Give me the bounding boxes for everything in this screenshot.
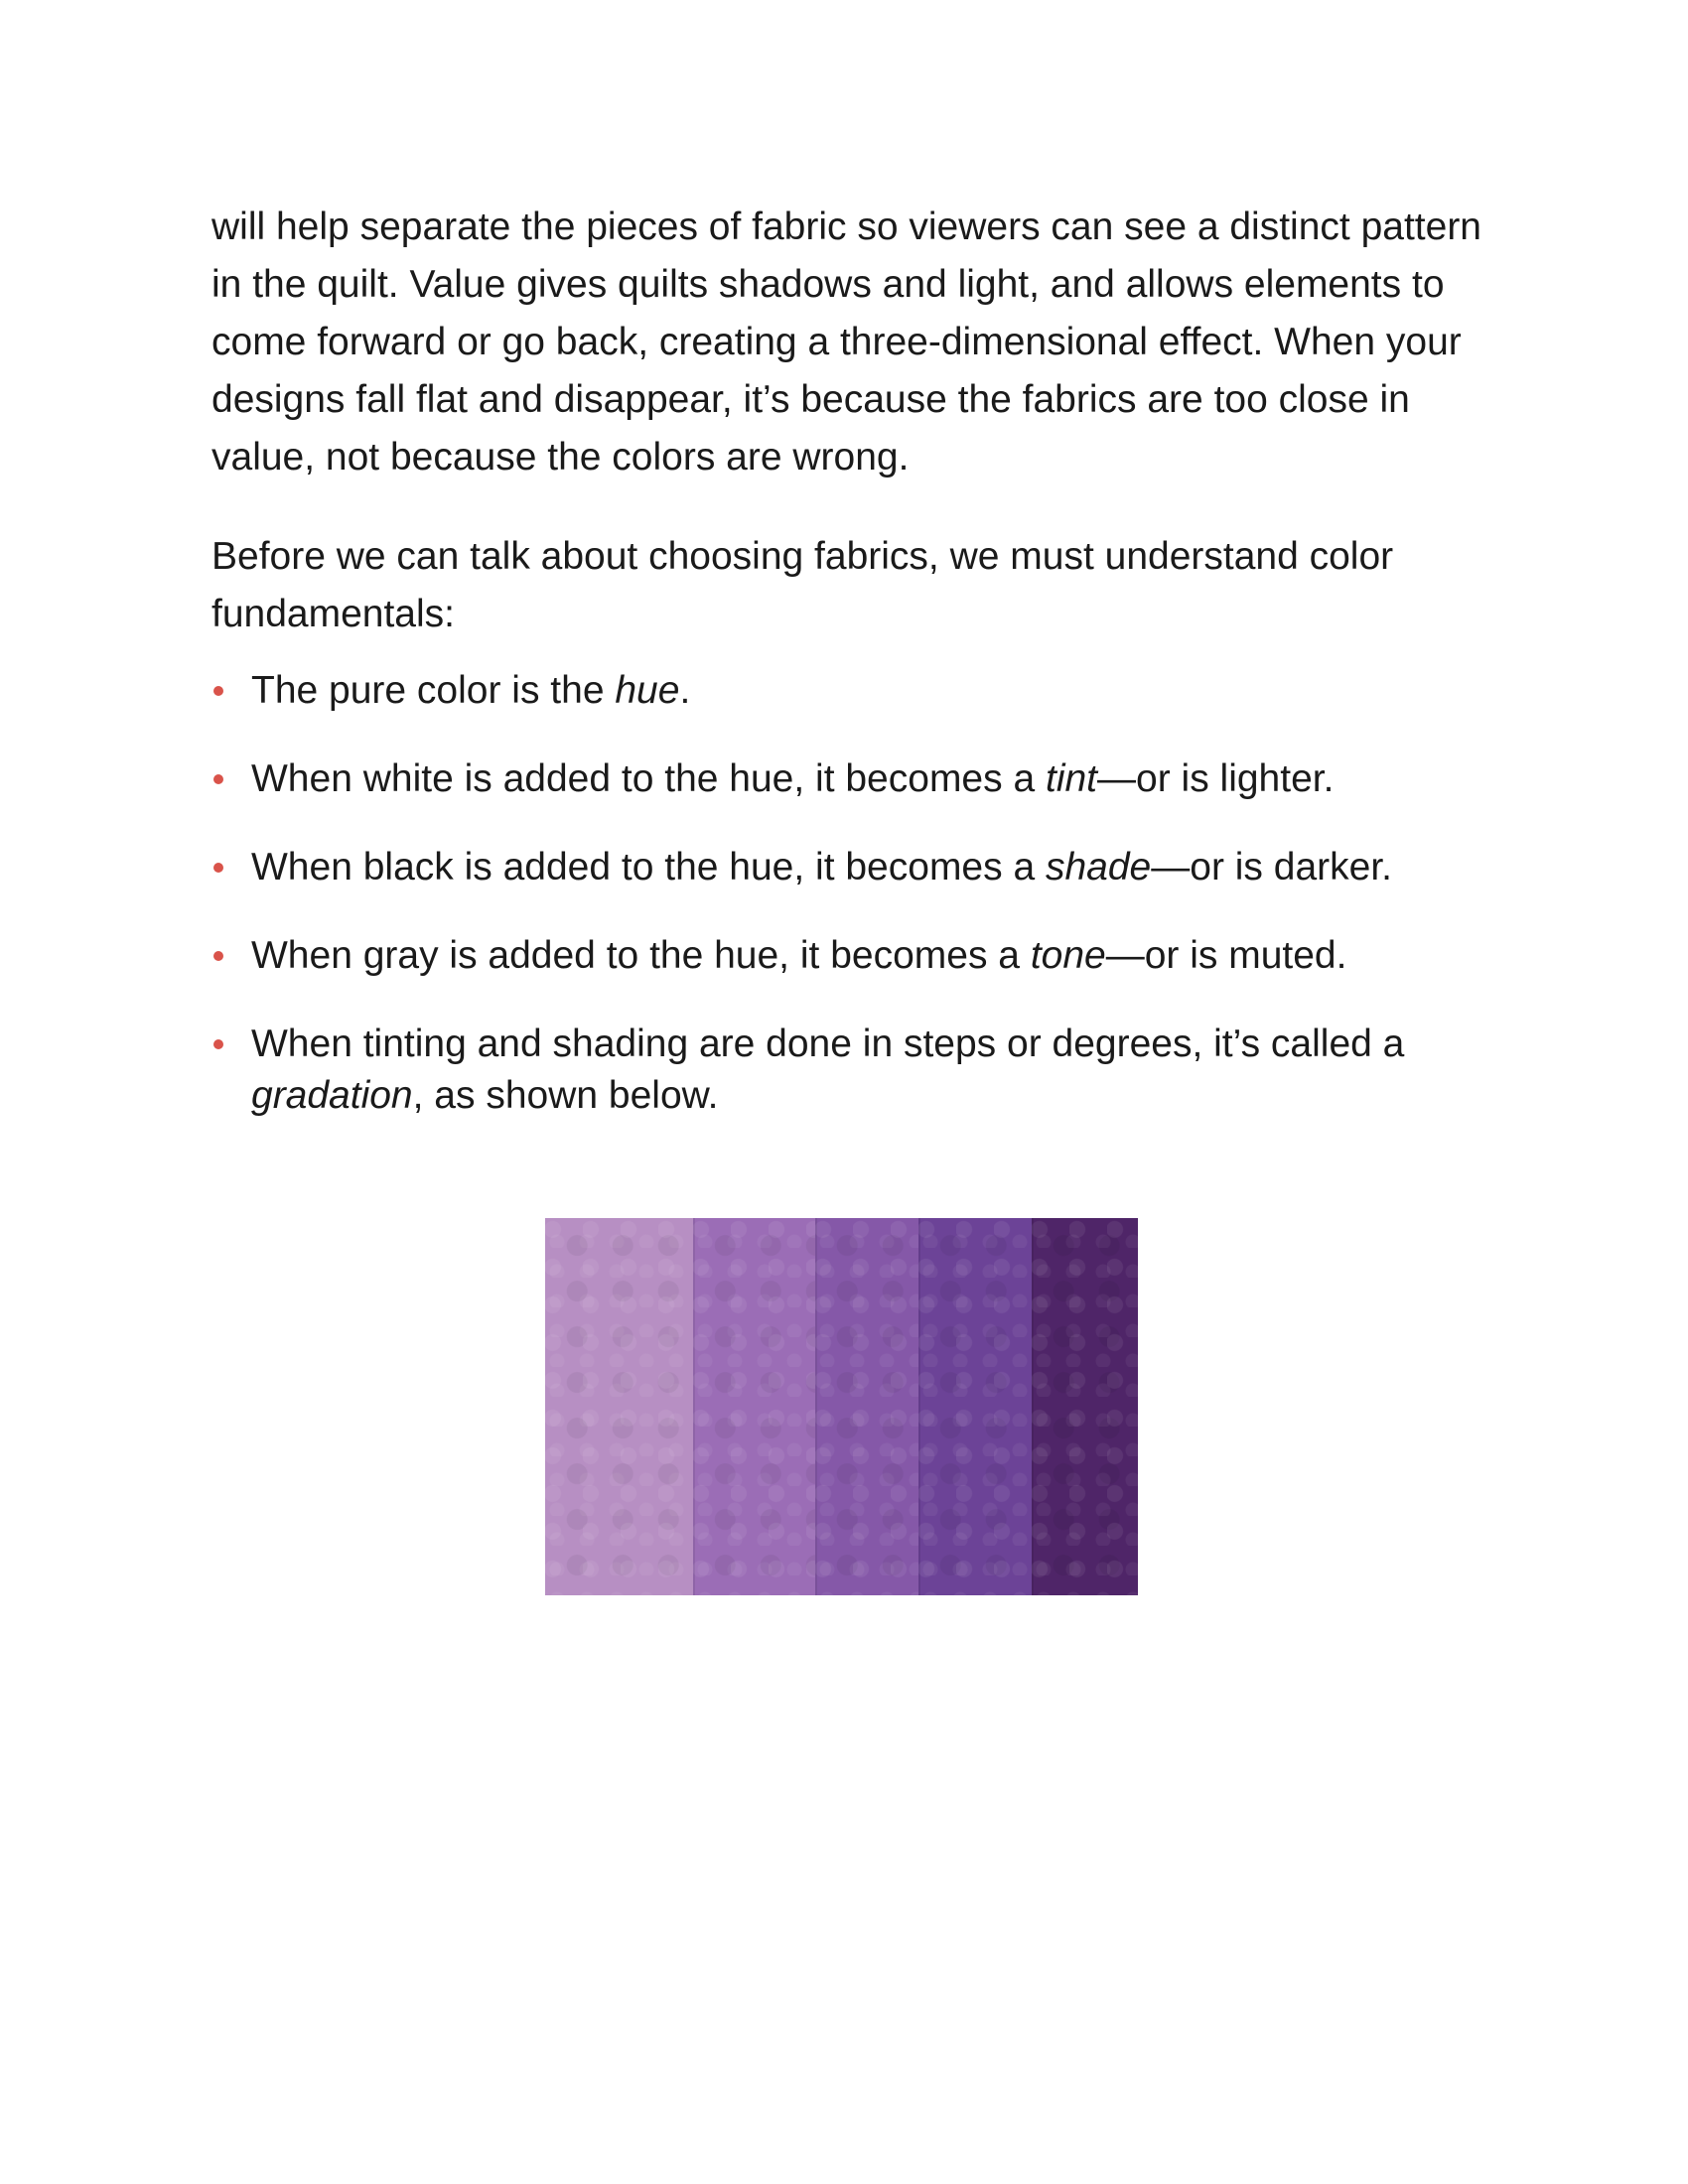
list-item-text: —or is darker.: [1151, 846, 1392, 888]
list-item-term: gradation: [251, 1074, 413, 1117]
bullet-dot-icon: [213, 774, 223, 784]
list-item-text: When tinting and shading are done in steps or degrees, it’s called a: [251, 1023, 1405, 1065]
bullet-dot-icon: [213, 1039, 223, 1049]
list-item-text: .: [679, 669, 691, 712]
list-item-term: hue: [615, 669, 680, 712]
gradation-strip-1: [545, 1218, 693, 1595]
list-item-gradation: [211, 1019, 1502, 1122]
gradation-strip-2: [693, 1218, 814, 1595]
list-item-text: When gray is added to the hue, it becomes a: [251, 934, 1031, 977]
gradation-strip-3: [815, 1218, 918, 1595]
fundamentals-paragraph: Before we can talk about choosing fabrics, we must understand color fundamentals:: [211, 535, 1394, 635]
gradation-strip-5: [1032, 1218, 1138, 1595]
list-item-text: , as shown below.: [412, 1074, 719, 1117]
list-item-text: When black is added to the hue, it becomes a: [251, 846, 1046, 888]
list-item-hue: [211, 665, 1502, 717]
list-item-term: shade: [1045, 846, 1152, 888]
gradation-strip-4: [918, 1218, 1031, 1595]
bullet-dot-icon: [213, 863, 223, 873]
bullet-dot-icon: [213, 686, 223, 696]
list-item-tint: [211, 753, 1502, 805]
gradation-fabric-swatch: [545, 1218, 1138, 1595]
list-item-shade: [211, 842, 1502, 893]
list-item-text: —or is lighter.: [1097, 757, 1335, 800]
list-item-tone: [211, 930, 1502, 982]
bullet-dot-icon: [213, 951, 223, 961]
list-item-text: When white is added to the hue, it becomes a: [251, 757, 1046, 800]
intro-paragraph: will help separate the pieces of fabric so viewers can see a distinct pattern in the quilt. Value gives quilts shadows and light, and allows elements to come forward or go back, creating a three-dimensional effect. When your designs fall flat and disappear, it’s because the fabrics are too close in value, not because the colors are wrong.: [211, 205, 1482, 478]
fundamentals-list: [211, 665, 1502, 1122]
document-page: [211, 199, 1502, 1122]
list-item-term: tint: [1045, 757, 1098, 800]
list-item-text: The pure color is the: [251, 669, 616, 712]
list-item-text: —or is muted.: [1105, 934, 1347, 977]
list-item-term: tone: [1030, 934, 1106, 977]
